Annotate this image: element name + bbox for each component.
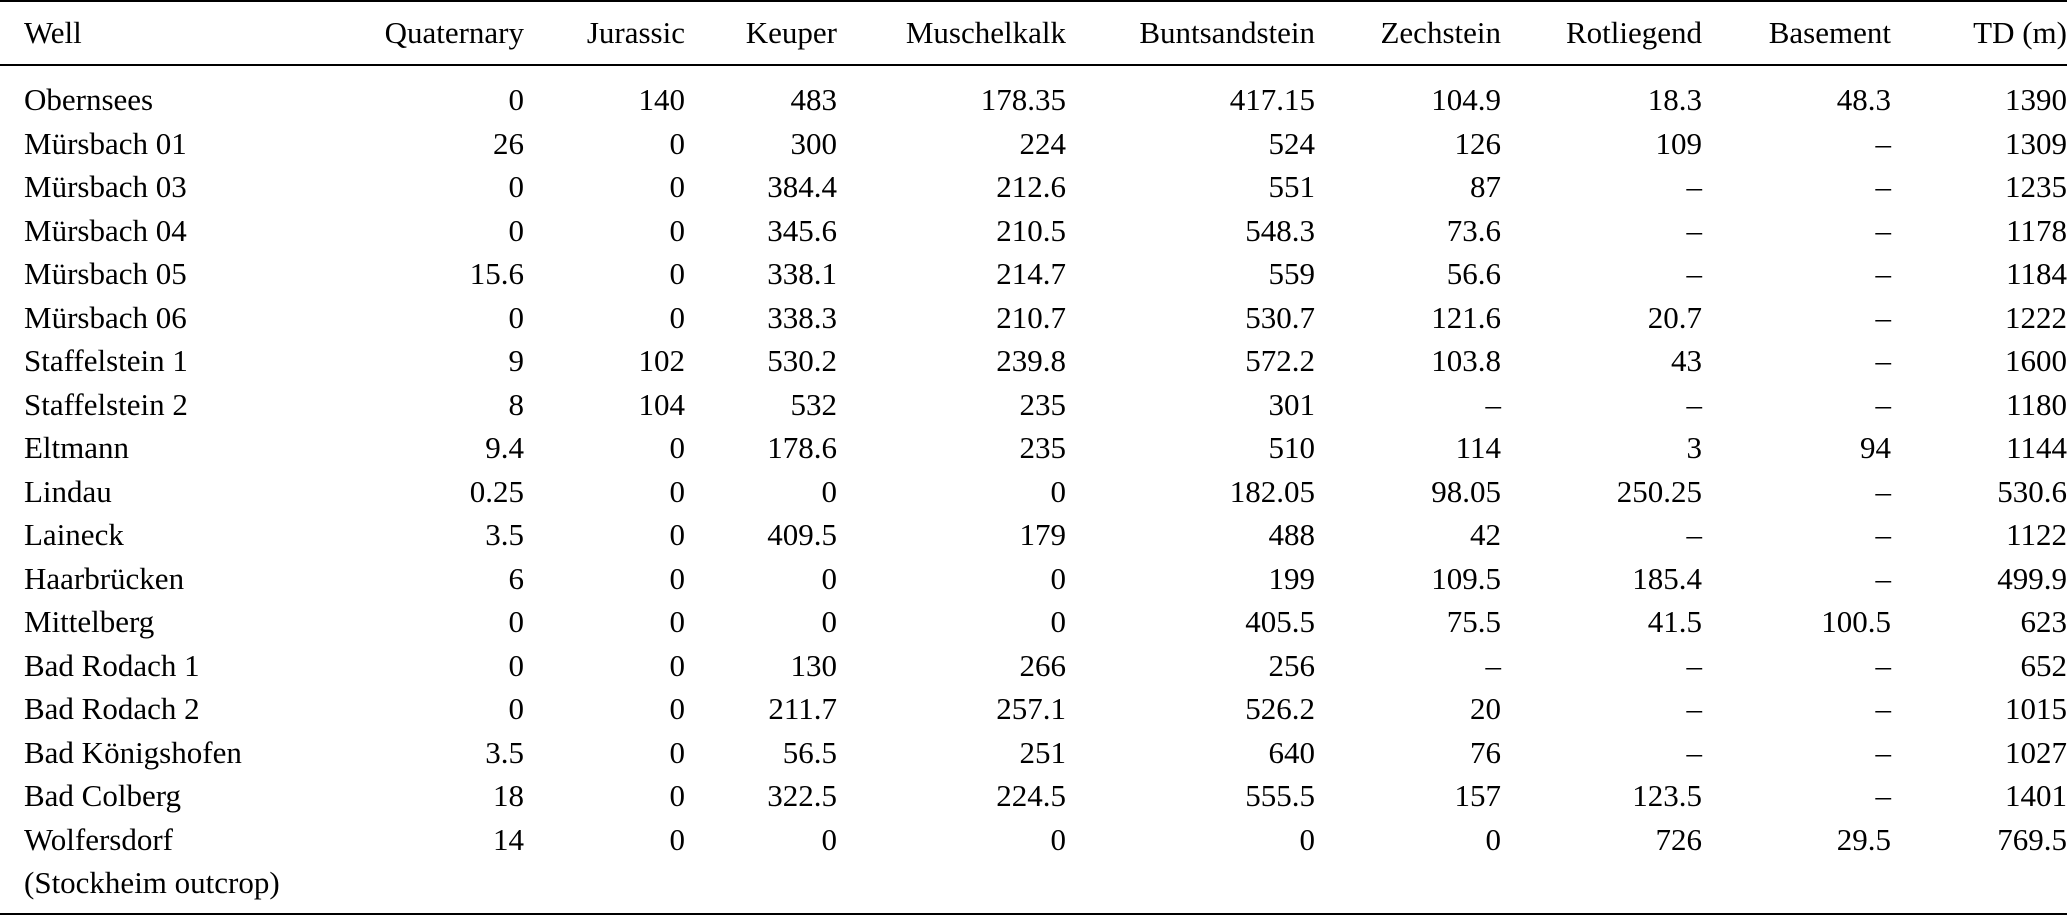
well-name-cell [0, 296, 283, 340]
cell-muschelkalk: 0 [1050, 473, 1066, 509]
well-name-cell [0, 339, 283, 383]
table-row [0, 557, 2067, 601]
well-name: Bad Rodach 1 [24, 647, 200, 683]
well-name-cell [0, 600, 283, 644]
well-name-cell [0, 513, 283, 557]
cell-rotliegend: 20.7 [1647, 299, 1702, 335]
cell-td-m: 623 [2020, 604, 2067, 639]
cell-basement: – [1875, 473, 1891, 509]
cell-zechstein: 157 [1454, 778, 1501, 813]
table-row [0, 600, 2067, 644]
cell-zechstein: 114 [1455, 430, 1501, 465]
cell-keuper: 178.6 [767, 430, 837, 465]
cell-keuper: 0 [821, 821, 837, 857]
well-name: Mürsbach 04 [24, 212, 187, 248]
well-name: Bad Colberg [24, 778, 181, 813]
cell-jurassic: 0 [669, 517, 685, 552]
cell-muschelkalk: 239.8 [996, 343, 1066, 378]
well-name: Haarbrücken [24, 560, 185, 596]
table-row [0, 513, 2067, 557]
cell-buntsandstein: 526.2 [1245, 691, 1315, 726]
well-name-cell [0, 557, 283, 601]
cell-muschelkalk: 179 [1019, 517, 1066, 552]
well-name: Laineck [24, 517, 124, 552]
cell-quaternary: 0 [508, 169, 524, 204]
cell-buntsandstein: 256 [1268, 647, 1315, 683]
cell-keuper: 409.5 [767, 517, 837, 552]
well-name-cell [0, 426, 283, 470]
cell-muschelkalk: 212.6 [996, 169, 1066, 204]
cell-muschelkalk: 178.35 [980, 82, 1066, 117]
cell-basement: – [1875, 256, 1891, 291]
column-header-well: Well [24, 15, 82, 51]
well-name: Mürsbach 01 [24, 125, 187, 161]
well-name-cell [0, 470, 283, 514]
cell-quaternary: 6 [508, 560, 524, 596]
cell-muschelkalk: 224 [1019, 125, 1066, 161]
cell-td-m: 1184 [2006, 256, 2067, 291]
cell-zechstein: 104.9 [1431, 82, 1501, 117]
cell-zechstein: 0 [1485, 821, 1501, 857]
cell-rotliegend: 123.5 [1632, 778, 1702, 813]
cell-quaternary: 0 [508, 212, 524, 248]
column-header-muschelkalk: Muschelkalk [905, 15, 1066, 51]
well-name: Bad Rodach 2 [24, 691, 200, 726]
cell-zechstein: 20 [1470, 691, 1501, 726]
cell-td-m: 1222 [2005, 299, 2067, 335]
cell-zechstein: 75.5 [1446, 604, 1501, 639]
cell-quaternary: 0 [508, 82, 524, 117]
column-header-rotliegend: Rotliegend [1565, 15, 1702, 51]
cell-basement: – [1875, 647, 1891, 683]
cell-keuper: 345.6 [767, 212, 837, 248]
column-header-keuper: Keuper [745, 15, 837, 51]
cell-muschelkalk: 210.5 [996, 212, 1066, 248]
cell-keuper: 384.4 [767, 169, 837, 204]
table-body [0, 65, 2067, 914]
cell-keuper: 0 [821, 604, 837, 639]
cell-quaternary: 3.5 [485, 734, 524, 770]
cell-quaternary: 0 [508, 647, 524, 683]
cell-keuper: 130 [790, 647, 837, 683]
cell-basement: – [1875, 125, 1891, 161]
well-name: Mürsbach 06 [24, 299, 187, 335]
well-name-cell [0, 731, 283, 775]
cell-zechstein: – [1485, 386, 1501, 422]
cell-td-m: 1178 [2006, 212, 2067, 248]
well-name-cell [0, 818, 283, 914]
well-name: Staffelstein 1 [24, 343, 188, 378]
cell-td-m: 1600 [2005, 343, 2067, 378]
cell-rotliegend: 726 [1655, 821, 1702, 857]
cell-quaternary: 0 [508, 604, 524, 639]
table-row [0, 339, 2067, 383]
well-name: Lindau [24, 473, 112, 509]
cell-basement: 29.5 [1836, 821, 1891, 857]
cell-rotliegend: – [1686, 386, 1702, 422]
cell-basement: – [1875, 299, 1891, 335]
cell-td-m: 1144 [2006, 430, 2067, 465]
well-name-cell [0, 252, 283, 296]
cell-muschelkalk: 210.7 [996, 299, 1066, 335]
cell-td-m: 1390 [2005, 82, 2067, 117]
cell-basement: – [1875, 691, 1891, 726]
cell-quaternary: 14 [493, 821, 524, 857]
cell-basement: – [1875, 343, 1891, 378]
cell-td-m: 1180 [2006, 386, 2067, 422]
cell-muschelkalk: 251 [1019, 734, 1066, 770]
cell-quaternary: 15.6 [469, 256, 524, 291]
cell-basement: – [1875, 734, 1891, 770]
column-header-td-m: TD (m) [1973, 15, 2067, 51]
cell-buntsandstein: 551 [1268, 169, 1315, 204]
cell-quaternary: 0 [508, 691, 524, 726]
cell-keuper: 300 [790, 125, 837, 161]
cell-quaternary: 18 [493, 778, 524, 813]
cell-rotliegend: – [1686, 212, 1702, 248]
cell-buntsandstein: 572.2 [1245, 343, 1315, 378]
cell-td-m: 530.6 [1997, 473, 2067, 509]
cell-zechstein: 73.6 [1446, 212, 1501, 248]
well-name: Mürsbach 03 [24, 169, 187, 204]
cell-jurassic: 0 [669, 212, 685, 248]
cell-buntsandstein: 417.15 [1229, 82, 1315, 117]
table-header-row [0, 1, 2067, 65]
cell-quaternary: 0 [508, 299, 524, 335]
column-header-quaternary: Quaternary [384, 15, 524, 51]
cell-muschelkalk: 224.5 [996, 778, 1066, 813]
cell-zechstein: 76 [1470, 734, 1501, 770]
cell-buntsandstein: 405.5 [1245, 604, 1315, 639]
table-row [0, 296, 2067, 340]
table-row [0, 426, 2067, 470]
cell-td-m: 1122 [2006, 517, 2067, 552]
cell-muschelkalk: 0 [1050, 560, 1066, 596]
cell-rotliegend: 18.3 [1647, 82, 1702, 117]
cell-td-m: 652 [2020, 647, 2067, 683]
cell-basement: – [1875, 560, 1891, 596]
column-header-buntsandstein: Buntsandstein [1139, 15, 1315, 51]
well-name: Obernsees [24, 82, 154, 117]
column-header-basement: Basement [1768, 15, 1891, 51]
table-row [0, 165, 2067, 209]
cell-jurassic: 0 [669, 821, 685, 857]
cell-zechstein: 98.05 [1431, 473, 1501, 509]
cell-keuper: 211.7 [768, 691, 837, 726]
cell-basement: – [1875, 169, 1891, 204]
cell-keuper: 0 [821, 560, 837, 596]
cell-jurassic: 102 [638, 343, 685, 378]
cell-rotliegend: 43 [1671, 343, 1702, 378]
cell-zechstein: 42 [1470, 517, 1501, 552]
cell-jurassic: 0 [669, 430, 685, 465]
cell-keuper: 56.5 [782, 734, 837, 770]
cell-jurassic: 104 [638, 386, 685, 422]
cell-rotliegend: – [1686, 256, 1702, 291]
well-name: Staffelstein 2 [24, 386, 188, 422]
cell-rotliegend: – [1686, 647, 1702, 683]
well-name: Mürsbach 05 [24, 256, 187, 291]
cell-rotliegend: 185.4 [1632, 560, 1702, 596]
cell-td-m: 769.5 [1997, 821, 2067, 857]
table-row [0, 470, 2067, 514]
cell-jurassic: 140 [638, 82, 685, 117]
cell-jurassic: 0 [669, 691, 685, 726]
cell-buntsandstein: 510 [1268, 430, 1315, 465]
well-name-cell [0, 209, 283, 253]
cell-zechstein: 126 [1454, 125, 1501, 161]
cell-rotliegend: – [1686, 169, 1702, 204]
cell-buntsandstein: 524 [1268, 125, 1315, 161]
table-row [0, 731, 2067, 775]
cell-quaternary: 0.25 [469, 473, 524, 509]
well-name-cell [0, 644, 283, 688]
cell-buntsandstein: 530.7 [1245, 299, 1315, 335]
cell-keuper: 322.5 [767, 778, 837, 813]
cell-zechstein: – [1485, 647, 1501, 683]
well-name: Bad Königshofen [24, 734, 242, 770]
cell-jurassic: 0 [669, 560, 685, 596]
cell-buntsandstein: 301 [1268, 386, 1315, 422]
cell-jurassic: 0 [669, 647, 685, 683]
well-name-cell [0, 122, 283, 166]
table-row [0, 209, 2067, 253]
cell-rotliegend: – [1686, 734, 1702, 770]
cell-td-m: 1309 [2005, 125, 2067, 161]
column-header-jurassic: Jurassic [586, 15, 685, 51]
cell-rotliegend: – [1686, 691, 1702, 726]
cell-keuper: 530.2 [767, 343, 837, 378]
table-row [0, 644, 2067, 688]
cell-rotliegend: 109 [1655, 125, 1702, 161]
cell-zechstein: 56.6 [1446, 256, 1501, 291]
table-row [0, 818, 2067, 914]
cell-jurassic: 0 [669, 299, 685, 335]
cell-jurassic: 0 [669, 256, 685, 291]
well-name: Eltmann [24, 430, 130, 465]
well-name-cell [0, 65, 283, 122]
cell-basement: – [1875, 386, 1891, 422]
cell-buntsandstein: 559 [1268, 256, 1315, 291]
cell-quaternary: 9.4 [485, 430, 524, 465]
cell-td-m: 1027 [2005, 734, 2067, 770]
cell-buntsandstein: 0 [1299, 821, 1315, 857]
cell-zechstein: 109.5 [1431, 560, 1501, 596]
cell-keuper: 338.1 [767, 256, 837, 291]
table-row [0, 383, 2067, 427]
cell-quaternary: 8 [508, 386, 524, 422]
cell-jurassic: 0 [669, 778, 685, 813]
well-name-cell [0, 383, 283, 427]
cell-quaternary: 26 [493, 125, 524, 161]
cell-basement: – [1875, 212, 1891, 248]
cell-buntsandstein: 199 [1268, 560, 1315, 596]
cell-buntsandstein: 640 [1268, 734, 1315, 770]
cell-muschelkalk: 0 [1050, 821, 1066, 857]
cell-zechstein: 121.6 [1431, 299, 1501, 335]
cell-muschelkalk: 214.7 [996, 256, 1066, 291]
well-name-cell [0, 165, 283, 209]
cell-jurassic: 0 [669, 604, 685, 639]
cell-basement: 100.5 [1821, 604, 1891, 639]
cell-basement: – [1875, 778, 1891, 813]
cell-basement: 48.3 [1836, 82, 1891, 117]
table-row [0, 65, 2067, 122]
cell-rotliegend: 41.5 [1647, 604, 1702, 639]
cell-basement: 94 [1860, 430, 1891, 465]
cell-buntsandstein: 182.05 [1229, 473, 1315, 509]
cell-muschelkalk: 235 [1019, 386, 1066, 422]
cell-keuper: 483 [790, 82, 837, 117]
cell-muschelkalk: 266 [1019, 647, 1066, 683]
table-row [0, 687, 2067, 731]
cell-muschelkalk: 235 [1019, 430, 1066, 465]
cell-keuper: 532 [790, 386, 837, 422]
table-row [0, 774, 2067, 818]
well-name-note: (Stockheim outcrop) [24, 865, 280, 900]
cell-muschelkalk: 0 [1050, 604, 1066, 639]
cell-jurassic: 0 [669, 473, 685, 509]
cell-buntsandstein: 555.5 [1245, 778, 1315, 813]
cell-quaternary: 9 [508, 343, 524, 378]
column-header-zechstein: Zechstein [1380, 15, 1501, 51]
cell-zechstein: 87 [1470, 169, 1501, 204]
cell-buntsandstein: 548.3 [1245, 212, 1315, 248]
cell-rotliegend: – [1686, 517, 1702, 552]
cell-jurassic: 0 [669, 169, 685, 204]
well-name-cell [0, 687, 283, 731]
well-name: Mittelberg [24, 604, 155, 639]
cell-quaternary: 3.5 [485, 517, 524, 552]
cell-rotliegend: 250.25 [1616, 473, 1702, 509]
table-row [0, 252, 2067, 296]
cell-td-m: 1235 [2005, 169, 2067, 204]
cell-td-m: 1401 [2005, 778, 2067, 813]
cell-keuper: 0 [821, 473, 837, 509]
well-name-cell [0, 774, 283, 818]
cell-td-m: 499.9 [1997, 560, 2067, 596]
cell-keuper: 338.3 [767, 299, 837, 335]
table-row [0, 122, 2067, 166]
cell-td-m: 1015 [2005, 691, 2067, 726]
cell-basement: – [1875, 517, 1891, 552]
cell-rotliegend: 3 [1686, 430, 1702, 465]
well-name: Wolfersdorf [24, 821, 174, 857]
cell-zechstein: 103.8 [1431, 343, 1501, 378]
cell-jurassic: 0 [669, 734, 685, 770]
cell-muschelkalk: 257.1 [996, 691, 1066, 726]
cell-jurassic: 0 [669, 125, 685, 161]
cell-buntsandstein: 488 [1268, 517, 1315, 552]
